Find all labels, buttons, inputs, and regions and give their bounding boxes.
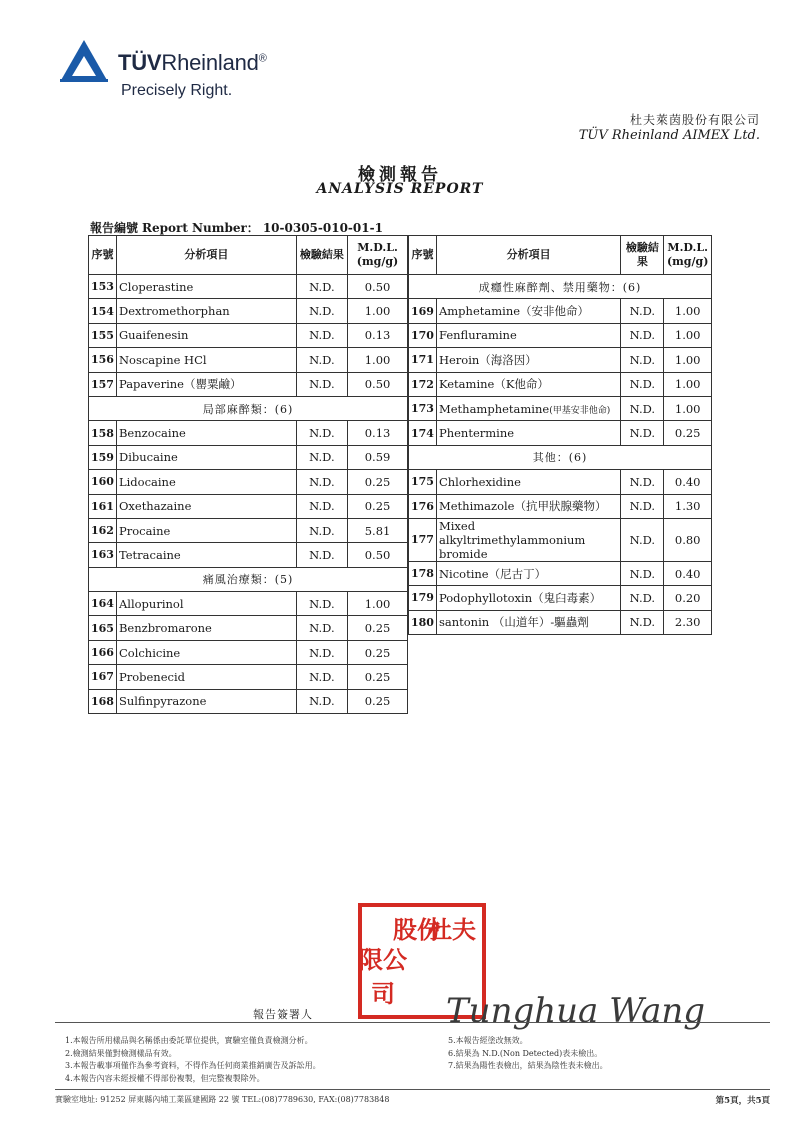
table-row bbox=[409, 396, 712, 420]
item-name: Noscapine HCl bbox=[116, 348, 296, 372]
item-result: N.D. bbox=[296, 372, 347, 396]
item-mdl: 1.00 bbox=[664, 348, 712, 372]
item-mdl: 0.50 bbox=[348, 372, 408, 396]
item-mdl: 0.25 bbox=[348, 616, 408, 640]
item-mdl: 0.25 bbox=[664, 421, 712, 445]
item-mdl: 0.25 bbox=[348, 494, 408, 518]
item-mdl: 0.25 bbox=[348, 640, 408, 664]
item-result: N.D. bbox=[621, 470, 664, 494]
item-name: Benzocaine bbox=[116, 421, 296, 445]
item-result: N.D. bbox=[621, 561, 664, 585]
item-result: N.D. bbox=[296, 616, 347, 640]
item-name: Phentermine bbox=[436, 421, 620, 445]
item-number: 173 bbox=[409, 396, 437, 420]
item-mdl: 0.59 bbox=[348, 445, 408, 469]
section-title: 痛風治療類：(5) bbox=[89, 567, 408, 591]
item-result: N.D. bbox=[621, 348, 664, 372]
item-number: 158 bbox=[89, 421, 117, 445]
item-mdl: 1.00 bbox=[348, 299, 408, 323]
seal-chars-3: 限公 bbox=[359, 945, 407, 974]
item-result: N.D. bbox=[621, 396, 664, 420]
section-row bbox=[409, 445, 712, 469]
item-result: N.D. bbox=[296, 665, 347, 689]
item-result: N.D. bbox=[296, 299, 347, 323]
item-number: 170 bbox=[409, 323, 437, 347]
section-row bbox=[89, 396, 408, 420]
lab-address: 實驗室地址: 91252 屏東縣內埔工業區建國路 22 號 TEL:(08)7789630, FAX:(08)7783848 bbox=[55, 1095, 390, 1104]
item-result: N.D. bbox=[621, 586, 664, 610]
item-name: Podophyllotoxin（鬼臼毒素） bbox=[436, 586, 620, 610]
table-row bbox=[409, 561, 712, 585]
item-name: Benzbromarone bbox=[116, 616, 296, 640]
header-item: 分析項目 bbox=[436, 236, 620, 275]
results-table-right bbox=[408, 235, 712, 635]
header-mdl: M.D.L. (mg/g) bbox=[664, 236, 712, 275]
item-result: N.D. bbox=[296, 640, 347, 664]
table-header bbox=[409, 236, 712, 275]
item-result: N.D. bbox=[296, 421, 347, 445]
item-mdl: 0.20 bbox=[664, 586, 712, 610]
item-number: 176 bbox=[409, 494, 437, 518]
signatory-label: 報告簽署人 bbox=[253, 1008, 313, 1021]
item-number: 169 bbox=[409, 299, 437, 323]
table-row bbox=[89, 543, 408, 567]
item-name: Allopurinol bbox=[116, 592, 296, 616]
table-row bbox=[89, 299, 408, 323]
item-name: Dibucaine bbox=[116, 445, 296, 469]
item-name: Colchicine bbox=[116, 640, 296, 664]
header-no: 序號 bbox=[409, 236, 437, 275]
section-title: 成癮性麻醉劑、禁用藥物：(6) bbox=[409, 275, 712, 299]
table-row bbox=[409, 348, 712, 372]
item-name: Tetracaine bbox=[116, 543, 296, 567]
item-name: Nicotine（尼古丁） bbox=[436, 561, 620, 585]
item-mdl: 1.00 bbox=[664, 396, 712, 420]
item-name: Sulfinpyrazone bbox=[116, 689, 296, 713]
item-result: N.D. bbox=[621, 494, 664, 518]
report-number: 報告編號 Report Number： 10-0305-010-01-1 bbox=[90, 221, 383, 235]
item-number: 172 bbox=[409, 372, 437, 396]
item-number: 153 bbox=[89, 275, 117, 299]
item-result: N.D. bbox=[621, 518, 664, 561]
table-row bbox=[409, 518, 712, 561]
table-row bbox=[89, 592, 408, 616]
item-number: 165 bbox=[89, 616, 117, 640]
item-name: Ketamine（K他命） bbox=[436, 372, 620, 396]
section-title: 其他：(6) bbox=[409, 445, 712, 469]
item-number: 180 bbox=[409, 610, 437, 634]
item-number: 179 bbox=[409, 586, 437, 610]
notes-left: 1.本報告所用樣品與名稱係由委託單位提供，實驗室僅負責檢測分析。 2.檢測結果僅對檢測樣品有效。 3.本報告載事項僅作為參考資料，不得作為任何商業推銷廣告及訴訟用。 4.本報告內容未經授權不得部份複製，但完整複製除外。 bbox=[65, 1036, 321, 1083]
item-mdl: 0.50 bbox=[348, 543, 408, 567]
table-row bbox=[89, 372, 408, 396]
table-row bbox=[409, 470, 712, 494]
item-number: 156 bbox=[89, 348, 117, 372]
item-result: N.D. bbox=[296, 323, 347, 347]
item-mdl: 1.30 bbox=[664, 494, 712, 518]
item-result: N.D. bbox=[296, 275, 347, 299]
item-mdl: 0.13 bbox=[348, 421, 408, 445]
results-table-left bbox=[88, 235, 408, 714]
item-number: 177 bbox=[409, 518, 437, 561]
tuv-logo-icon bbox=[58, 38, 110, 84]
item-mdl: 0.13 bbox=[348, 323, 408, 347]
item-number: 174 bbox=[409, 421, 437, 445]
item-name: Papaverine（罌粟鹼） bbox=[116, 372, 296, 396]
item-mdl: 0.40 bbox=[664, 470, 712, 494]
item-result: N.D. bbox=[621, 323, 664, 347]
table-row bbox=[409, 421, 712, 445]
table-row bbox=[89, 640, 408, 664]
brand-tagline: Precisely Right. bbox=[121, 82, 233, 99]
table-row bbox=[89, 689, 408, 713]
signature-line bbox=[55, 1022, 770, 1023]
table-row bbox=[89, 665, 408, 689]
item-result: N.D. bbox=[621, 372, 664, 396]
table-row bbox=[89, 275, 408, 299]
table-row bbox=[89, 445, 408, 469]
item-name: Chlorhexidine bbox=[436, 470, 620, 494]
item-number: 166 bbox=[89, 640, 117, 664]
item-number: 164 bbox=[89, 592, 117, 616]
table-row bbox=[89, 616, 408, 640]
section-title: 局部麻醉類：(6) bbox=[89, 396, 408, 420]
header-item: 分析項目 bbox=[116, 236, 296, 275]
item-name: Probenecid bbox=[116, 665, 296, 689]
item-result: N.D. bbox=[296, 689, 347, 713]
item-name: Lidocaine bbox=[116, 470, 296, 494]
item-name: Guaifenesin bbox=[116, 323, 296, 347]
item-result: N.D. bbox=[621, 610, 664, 634]
item-name: Mixed alkyltrimethylammonium bromide bbox=[436, 518, 620, 561]
section-row bbox=[89, 567, 408, 591]
item-mdl: 5.81 bbox=[348, 518, 408, 542]
table-row bbox=[409, 586, 712, 610]
item-mdl: 2.30 bbox=[664, 610, 712, 634]
item-mdl: 0.25 bbox=[348, 665, 408, 689]
seal-chars-2: 股份 bbox=[393, 915, 441, 944]
table-row bbox=[409, 299, 712, 323]
report-title-zh: 檢測報告 bbox=[358, 165, 442, 185]
table-row bbox=[409, 610, 712, 634]
item-name: Dextromethorphan bbox=[116, 299, 296, 323]
item-mdl: 0.25 bbox=[348, 470, 408, 494]
item-number: 155 bbox=[89, 323, 117, 347]
item-number: 162 bbox=[89, 518, 117, 542]
header-mdl: M.D.L. (mg/g) bbox=[348, 236, 408, 275]
item-mdl: 0.80 bbox=[664, 518, 712, 561]
item-number: 168 bbox=[89, 689, 117, 713]
item-result: N.D. bbox=[296, 470, 347, 494]
item-number: 161 bbox=[89, 494, 117, 518]
company-name-en: TÜV Rheinland AIMEX Ltd. bbox=[578, 128, 760, 143]
item-number: 178 bbox=[409, 561, 437, 585]
item-name: Oxethazaine bbox=[116, 494, 296, 518]
item-name: Heroin（海洛因） bbox=[436, 348, 620, 372]
item-mdl: 0.25 bbox=[348, 689, 408, 713]
item-number: 175 bbox=[409, 470, 437, 494]
item-number: 167 bbox=[89, 665, 117, 689]
item-number: 157 bbox=[89, 372, 117, 396]
table-header bbox=[89, 236, 408, 275]
item-result: N.D. bbox=[296, 445, 347, 469]
table-row bbox=[89, 470, 408, 494]
page-number: 第5頁，共5頁 bbox=[715, 1096, 770, 1106]
item-name: Cloperastine bbox=[116, 275, 296, 299]
table-row bbox=[409, 494, 712, 518]
seal-chars-1: 杜夫 bbox=[428, 915, 476, 944]
table-row bbox=[89, 348, 408, 372]
item-mdl: 1.00 bbox=[348, 592, 408, 616]
item-mdl: 0.50 bbox=[348, 275, 408, 299]
item-name: Methamphetamine(甲基安非他命) bbox=[436, 396, 620, 420]
header-result: 檢驗結果 bbox=[296, 236, 347, 275]
company-name-zh: 杜夫萊茵股份有限公司 bbox=[629, 113, 760, 127]
svg-text:Tunghua Wang: Tunghua Wang bbox=[446, 991, 706, 1031]
footer bbox=[55, 1089, 770, 1105]
item-name: Methimazole（抗甲狀腺藥物） bbox=[436, 494, 620, 518]
header-result: 檢驗結果 bbox=[621, 236, 664, 275]
item-number: 159 bbox=[89, 445, 117, 469]
brand-name: TÜVRheinland® bbox=[118, 50, 267, 75]
item-name: santonin （山道年）-驅蟲劑 bbox=[436, 610, 620, 634]
item-name: Fenfluramine bbox=[436, 323, 620, 347]
item-number: 160 bbox=[89, 470, 117, 494]
item-result: N.D. bbox=[621, 421, 664, 445]
item-mdl: 1.00 bbox=[664, 299, 712, 323]
table-row bbox=[409, 372, 712, 396]
table-row bbox=[89, 494, 408, 518]
item-result: N.D. bbox=[296, 494, 347, 518]
header-no: 序號 bbox=[89, 236, 117, 275]
table-row bbox=[409, 323, 712, 347]
item-result: N.D. bbox=[296, 592, 347, 616]
section-row bbox=[409, 275, 712, 299]
table-row bbox=[89, 323, 408, 347]
item-result: N.D. bbox=[296, 348, 347, 372]
item-name: Procaine bbox=[116, 518, 296, 542]
item-number: 154 bbox=[89, 299, 117, 323]
item-mdl: 1.00 bbox=[348, 348, 408, 372]
report-title-en: ANALYSIS REPORT bbox=[316, 181, 484, 197]
table-row bbox=[89, 518, 408, 542]
item-result: N.D. bbox=[296, 518, 347, 542]
item-number: 163 bbox=[89, 543, 117, 567]
item-number: 171 bbox=[409, 348, 437, 372]
handwritten-signature bbox=[440, 978, 730, 1038]
notes-right: 5.本報告經塗改無效。 6.結果為 N.D.(Non Detected)表未檢出。 7.結果為陽性表檢出，結果為陰性表未檢出。 bbox=[448, 1036, 608, 1070]
item-mdl: 1.00 bbox=[664, 323, 712, 347]
item-result: N.D. bbox=[296, 543, 347, 567]
item-mdl: 0.40 bbox=[664, 561, 712, 585]
item-mdl: 1.00 bbox=[664, 372, 712, 396]
item-result: N.D. bbox=[621, 299, 664, 323]
seal-chars-4: 司 bbox=[371, 979, 395, 1008]
table-row bbox=[89, 421, 408, 445]
item-name: Amphetamine（安非他命） bbox=[436, 299, 620, 323]
